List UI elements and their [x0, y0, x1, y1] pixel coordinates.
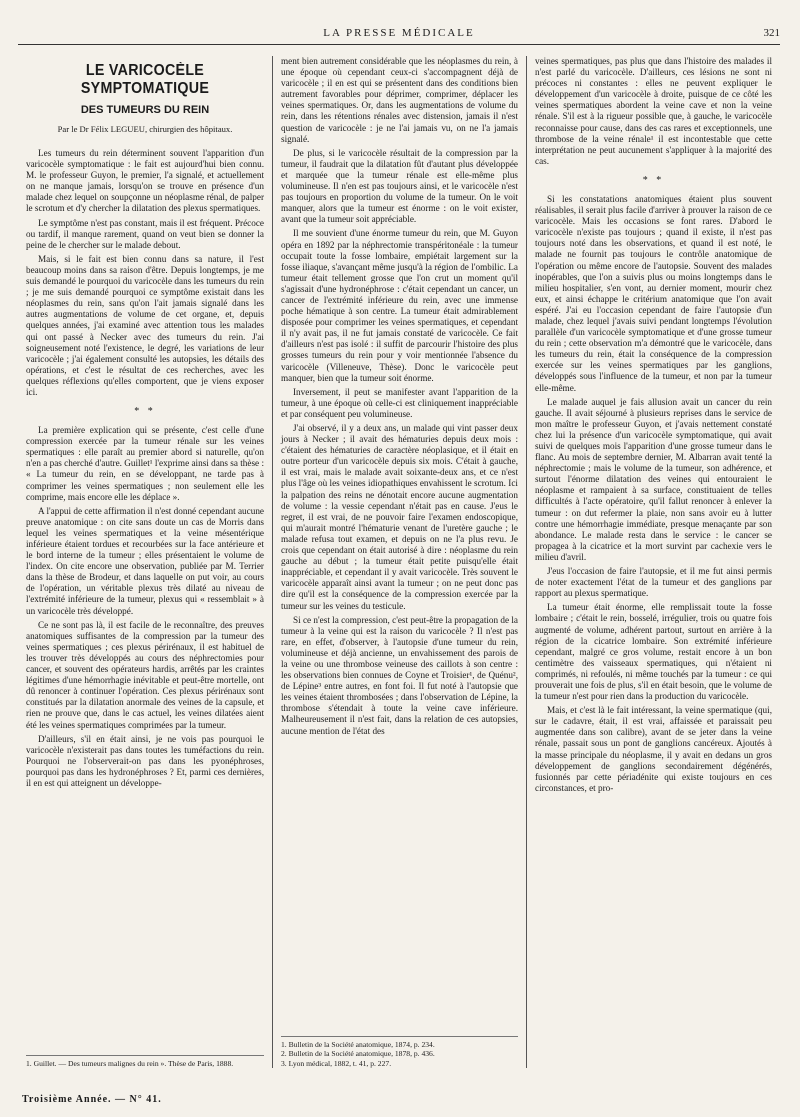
footnotes-col1	[26, 1055, 264, 1069]
article-columns	[18, 56, 780, 1068]
article-subtitle: DES TUMEURS DU REIN	[80, 104, 210, 116]
paragraph: De plus, si le varicocèle résultait de la compression par la tumeur, il faudrait que la dilatation fût d'autant plus développée et marquée que la tumeur rénale est elle-même plus volumineuse. Il n'en est pas toujours ainsi, et le varicocèle n'est pas toujours en proportion du volume de la tumeur. On le voit manquer, alors que la tumeur est énorme : on le voit exister, avant que la tumeur soit appréciable.	[281, 147, 518, 225]
paragraph: J'ai observé, il y a deux ans, un malade qui vint passer deux jours à Necker ; il avait des hématuries depuis deux mois : c'étaient des hématuries de caractère néoplasique, et il était en outre porteur d'un varicocèle depuis six mois. C'était à gauche, il est vrai, mais le malade avait soixante-deux ans, et ce n'est plus l'âge où les veines idiopathiques envahissent le scrotum. Ici la palpation des reins ne dénotait encore aucune augmentation de volume : la vessie cependant n'était pas en cause. J'eus le regret, il est vrai, de ne pouvoir faire l'examen endoscopique, qui m'aurait montré l'hématurie venant de l'uretère gauche ; le malade refusa tout examen, et depuis on ne l'a plus revu. Je crois que cependant on était autorisé à dire : néoplasme du rein gauche au début ; la tumeur était petite puisqu'elle était inappréciable, et cependant il y avait varicocèle. Très souvent le varicocèle apparaît ainsi avant la tumeur ; on ne peut donc pas dire qu'il est la conséquence de la compression exercée par la tumeur sur les veines du testicule.	[281, 423, 518, 611]
issue-label: Troisième Année. — N° 41.	[22, 1094, 162, 1105]
paragraph: Inversement, il peut se manifester avant l'apparition de la tumeur, à une époque où celle-ci est cliniquement inappréciable et par conséquent peu volumineuse.	[281, 386, 518, 419]
paragraph: Le symptôme n'est pas constant, mais il est fréquent. Précoce ou tardif, il manque rarement, quand on veut bien se donner la peine de le chercher sur le malade debout.	[26, 217, 264, 250]
page-footer	[18, 1072, 780, 1105]
paragraph: Mais, si le fait est bien connu dans sa nature, il l'est beaucoup moins dans sa raison d'être. Depuis longtemps, je me suis demandé le pourquoi du varicocèle dans les tumeurs du rein ; je me suis demandé pourquoi ce symptôme existait dans les néoplasmes du rein, sans qu'on l'ait jamais signalé dans les autres augmentations de volume de cet organe, et, depuis quelques années, j'ai examiné avec attention tous les malades qui ont passé à Necker avec des tumeurs du rein. J'ai soigneusement noté l'existence, le degré, les variations de leur varicocèle ; j'ai également consulté les autopsies, les détails des opérations, et c'est le résultat de ces recherches, avec les quelques réflexions qu'elles comportent, que je viens exposer ici.	[26, 253, 264, 397]
journal-page	[18, 22, 780, 1108]
paragraph: Ce ne sont pas là, il est facile de le reconnaître, des preuves anatomiques suffisantes de la compression par la tumeur des veines spermatiques ; ces plexus périrénaux, il est habituel de les trouver très développés au cours des néphrectomies pour cancer, et souvent des opérateurs hardis, arrêtés par les craintes légitimes d'une hémorrhagie inévitable et peut-être mortelle, ont dû renoncer à continuer l'opération. Ces plexus périrénaux sont constitués par la dilatation anormale des veines de la capsule, et rien ne prouve que, dans le cas actuel, les veines dilatées aient été les veines spermatiques comprimées par la tumeur.	[26, 619, 264, 730]
paragraph: Si les constatations anatomiques étaient plus souvent réalisables, il serait plus facile d'arriver à prouver la raison de ce varicocèle. Mais les occasions se font rares. D'abord le varicocèle n'existe pas toujours ; quand il existe, il n'est pas toujours noté dans les observations, et quand il est noté, le malade ne fournit pas toujours le contrôle anatomique de l'opération ou même encore de l'autopsie. Souvent des malades inopérables, que l'on a suivis plus ou moins longtemps dans le milieu hospitalier, s'en vont, au dernier moment, mourir chez eux, et ainsi échappe le critérium anatomique que l'on avait espéré. J'ai eu l'occasion cependant de faire l'autopsie d'un malade, chez lequel j'avais suivi pendant longtemps l'évolution parallèle d'un varicocèle symptomatique et d'une grosse tumeur du rein ; cette observation m'a démontré que le varicocèle, dans les tumeurs du rein, était la conséquence de la compression exercée sur les veines spermatiques par les ganglions, développés sous l'influence de la tumeur, et non par la tumeur elle-même.	[535, 193, 772, 393]
footnote: 1. Guillet. — Des tumeurs malignes du rein ». Thèse de Paris, 1888.	[26, 1058, 234, 1068]
paragraph: Mais, et c'est là le fait intéressant, la veine spermatique (qui, sur le cadavre, était, il est vrai, affaissée et paraissait peu augmentée dans son calibre), avant de se jeter dans la veine rénale, passait sous un pont de ganglions cancéreux. Ajoutés à la masse principale du néoplasme, il y avait en dedans un gros développement de ganglions secondairement dégénérés, fusionnés par cette périadénite qui existe toujours en ces circonstances, et pro-	[535, 705, 772, 793]
footnotes-col2	[281, 1036, 518, 1069]
footnote: 3. Lyon médical, 1882, t. 41, p. 227.	[281, 1058, 392, 1068]
column-1	[18, 56, 272, 1068]
article-title: LE VARICOCÈLE SYMPTOMATIQUE	[80, 62, 210, 97]
paragraph: La tumeur était énorme, elle remplissait toute la fosse lombaire ; c'était le rein, bosselé, irrégulier, trois ou quatre fois augmenté de volume, adhérent partout, surtout en arrière à la région de la cicatrice lombaire. Son extrémité inférieure cependant, malgré ce gros volume, restait encore à un bon centimètre des vaisseaux spermatiques, qui n'étaient ni comprimés, ni refoulés, ni même touchés par la tumeur : ce qui prouverait une fois de plus, s'il en était besoin, que le volume de la tumeur n'est pour rien dans la production du varicocèle.	[535, 602, 772, 702]
paragraph: A l'appui de cette affirmation il n'est donné cependant aucune preuve anatomique : on cite sans doute un cas de Morris dans lequel les veines spermatiques et la veine mésentérique inférieure étaient tordues et recourbées sur la face antérieure et le bord interne de la tumeur ; elles présentaient le volume de l'index. On cite encore une observation, publiée par M. Terrier dans la thèse de Brodeur, et dans laquelle on put voir, au cours de l'opération, un véritable plexus très dilaté au niveau de l'extrémité inférieure de la tumeur, plexus qui « ressemblait » à un varicocèle très développé.	[26, 505, 264, 616]
journal-title: LA PRESSE MÉDICALE	[323, 27, 475, 39]
column-3	[526, 56, 780, 1068]
paragraph: Il me souvient d'une énorme tumeur du rein, que M. Guyon opéra en 1892 par la néphrectomie transpéritonéale : la tumeur occupait toute la fosse lombaire, empiétait largement sur la fosse iliaque, s'avançant même jusqu'à la région de l'ombilic. La tumeur était tellement grosse que l'on crut un moment qu'il s'agissait d'une hydronéphrose : c'était cependant un cancer, un cancer de l'extrémité inférieure du rein, avec une immense poche hématique à son centre. La tumeur était admirablement disposée pour comprimer les veines spermatiques, et cependant il n'y avait pas, il ne fut jamais constaté de varicocèle. Ce fait d'ailleurs n'est pas isolé : il suffit de parcourir l'histoire des plus grosses tumeurs du rein pour y voir mentionnée l'absence du varicocèle (Villeneuve, Thèse). Donc le varicocèle peut manquer, bien que la tumeur soit énorme.	[281, 228, 518, 383]
paragraph: J'eus l'occasion de faire l'autopsie, et il me fut ainsi permis de noter exactement l'état de la tumeur et des ganglions par rapport au plexus spermatique.	[535, 566, 772, 599]
paragraph: La première explication qui se présente, c'est celle d'une compression exercée par la tumeur rénale sur les veines spermatiques : elle paraît au premier abord si naturelle, qu'on n'en a pas cherché d'autre. Guillet¹ l'exprime ainsi dans sa thèse : « La tumeur du rein, en se développant, ne tarde pas à comprimer les veines spermatiques ; non seulement elle les comprime, mais encore elle les déplace ».	[26, 425, 264, 502]
column-2	[272, 56, 526, 1068]
paragraph: Le malade auquel je fais allusion avait un cancer du rein gauche. Il avait séjourné à plusieurs reprises dans le service de mon maître le professeur Guyon, et j'avais nettement constaté chez lui la présence d'un varicocèle symptomatique, qui avait suivi de quelques mois l'apparition d'une grosse tumeur dans le flanc. Au mois de septembre dernier, M. Albarran avait tenté la néphrectomie ; mais le volume de la tumeur, son adhérence, et surtout l'énorme dilatation des veines qui entouraient le néoplasme et rampaient à sa surface, constituaient de telles difficultés à l'acte opératoire, qu'il fallut renoncer à enlever la tumeur : on dut refermer la plaie, non sans avoir eu à lutter contre une hémorrhagie immédiate, presque menaçante par son abondance. Le malade resta dans le service : le cancer se propagea à la cicatrice et la mort survint par cachexie vers le milieu d'avril.	[535, 396, 772, 562]
running-head	[18, 22, 780, 45]
paragraph: Les tumeurs du rein déterminent souvent l'apparition d'un varicocèle symptomatique : le fait est aujourd'hui bien connu. M. le professeur Guyon, le premier, l'a signalé, et actuellement on ne manque jamais, lorsqu'on se trouve en présence d'un malade chez lequel on soupçonne un néoplasme rénal, de palper le scrotum et d'y chercher la dilatation des plexus spermatiques.	[26, 148, 264, 214]
paragraph: D'ailleurs, s'il en était ainsi, je ne vois pas pourquoi le varicocèle n'existerait pas dans toutes les tuméfactions du rein. Pourquoi ne l'observerait-on pas dans les pyonéphroses, pourquoi pas dans les hydronéphroses ? Et, parmi ces dernières, il en est qui atteignent un développe-	[26, 733, 264, 788]
paragraph: Si ce n'est la compression, c'est peut-être la propagation de la tumeur à la veine qui est la raison du varicocèle ? Il n'est pas rare, en effet, d'observer, à l'autopsie d'une tumeur du rein, volumineuse et déjà ancienne, un envahissement des parois de la veine ou une thrombose veineuse des caillots à son centre : les observations bien connues de Coyne et Troisier¹, de Quénu², de Lépine³ entre autres, en font foi. Il fut noté à l'autopsie que les veines étaient thrombosées ; dans l'observation de Lépine, la thrombose s'étendait à toute la veine cave inférieure. Malheureusement il n'est fait, dans la relation de ces autopsies, aucune mention de l'état des	[281, 614, 519, 736]
footnote: 2. Bulletin de la Société anatomique, 1878, p. 436.	[281, 1049, 435, 1058]
paragraph: veines spermatiques, pas plus que dans l'histoire des malades il n'est parlé du varicocèle. D'ailleurs, ces lésions ne sont ni précoces ni constantes : elles ne peuvent expliquer le développement d'un varicocèle à droite, puisque de ce côté les veines spermatiques abordent la veine cave et non la veine rénale. S'il est à la rigueur possible que, à gauche, le varicocèle reconnaisse pour cause, dans des cas rares et exceptionnels, une thrombose de la veine rénale¹ il est incontestable que cette interprétation ne peut aucunement s'appliquer à la majorité des cas.	[535, 56, 772, 166]
article-byline: Par le Dr Félix LEGUEU, chirurgien des hôpitaux.	[57, 124, 233, 134]
footnote: 1. Bulletin de la Société anatomique, 1874, p. 234.	[281, 1039, 435, 1049]
page-number: 321	[763, 27, 780, 39]
section-separator: * *	[134, 406, 156, 418]
paragraph: ment bien autrement considérable que les néoplasmes du rein, à une époque où cependant ceux-ci s'accompagnent déjà de varicocèle ; il en est qui se présentent dans des conditions bien autrement favorables pour déprimer, comprimer, déplacer les veines spermatiques. Or, dans les augmentations de volume du rein, dans les rétentions rénales avec distension, jamais il n'est question de varicocèle : je ne l'ai jamais vu, on ne l'a jamais signalé.	[281, 56, 518, 144]
section-separator: * *	[642, 174, 665, 186]
